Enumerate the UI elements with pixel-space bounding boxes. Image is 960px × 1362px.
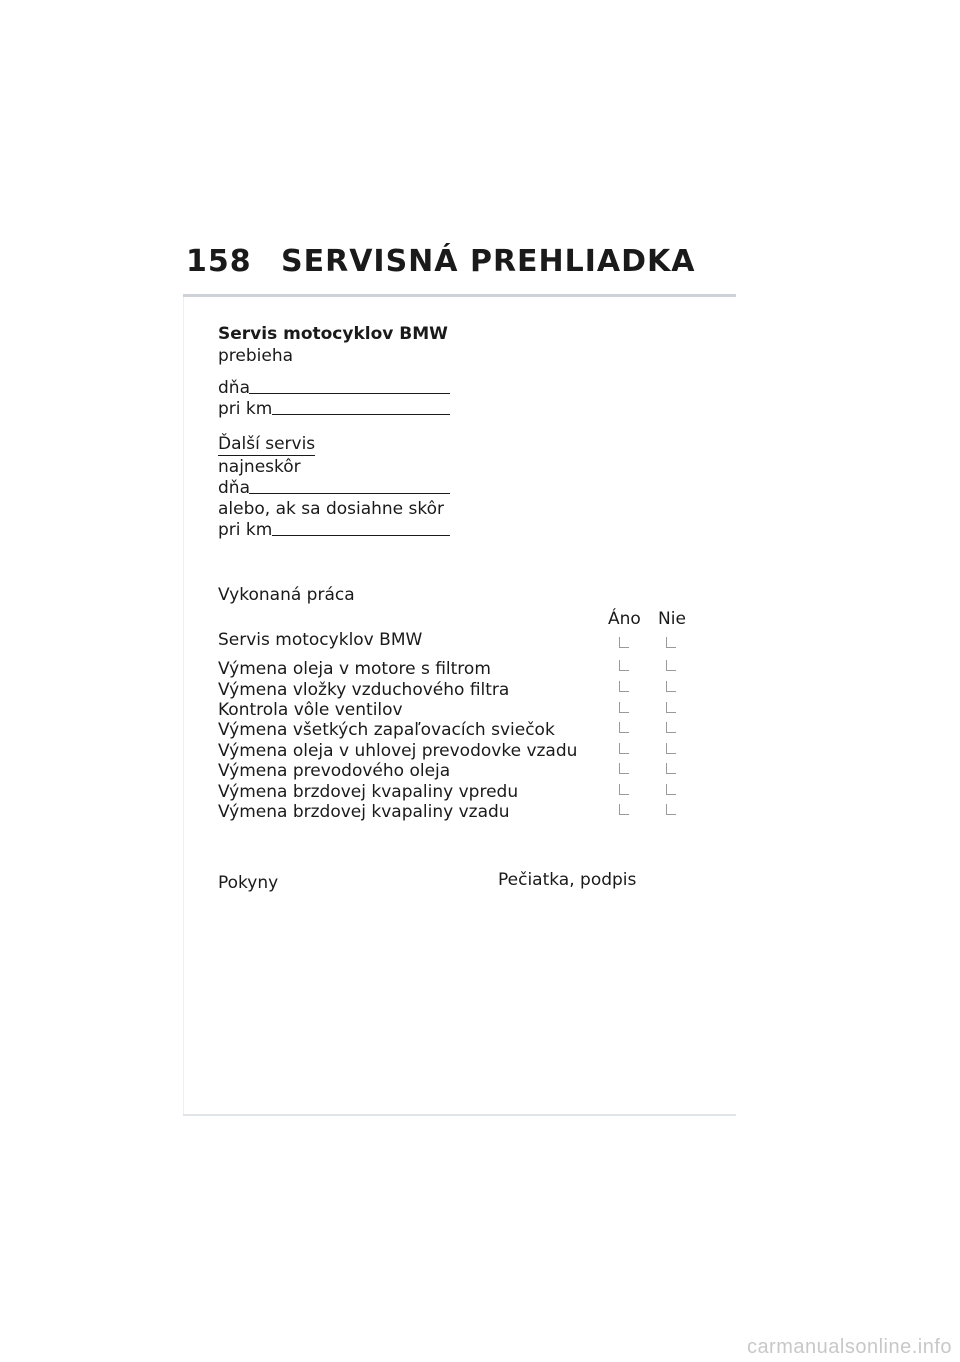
checkbox-yes[interactable] — [619, 804, 629, 815]
checkbox-yes[interactable] — [619, 722, 629, 733]
work-item: Výmena všetkých zapaľovacích sviečok — [218, 720, 555, 740]
work-item: Kontrola vôle ventilov — [218, 700, 403, 720]
page-title: SERVISNÁ PREHLIADKA — [281, 244, 696, 279]
stamp-label: Pečiatka, podpis — [498, 870, 637, 890]
checkbox-no[interactable] — [666, 784, 676, 795]
bottom-rule — [183, 1114, 736, 1116]
checkbox-yes[interactable] — [619, 637, 629, 648]
work-item: Servis motocyklov BMW — [218, 630, 423, 650]
col-no-header: Nie — [658, 609, 686, 629]
checkbox-yes[interactable] — [619, 681, 629, 692]
checkbox-yes[interactable] — [619, 784, 629, 795]
next-service-date-label: dňa — [218, 478, 250, 498]
col-yes-header: Áno — [608, 609, 641, 629]
checkbox-yes[interactable] — [619, 702, 629, 713]
next-service-date-field[interactable] — [249, 493, 450, 494]
checkbox-no[interactable] — [666, 804, 676, 815]
next-service-km-label: pri km — [218, 520, 273, 540]
service-km-label: pri km — [218, 399, 273, 419]
page-margin-line — [183, 297, 184, 1114]
work-item: Výmena oleja v uhlovej prevodovke vzadu — [218, 741, 578, 761]
checkbox-no[interactable] — [666, 660, 676, 671]
checkbox-no[interactable] — [666, 763, 676, 774]
work-heading: Vykonaná práca — [218, 585, 355, 605]
service-date-field[interactable] — [249, 393, 450, 394]
work-item: Výmena oleja v motore s filtrom — [218, 659, 491, 679]
header-rule — [183, 294, 736, 297]
work-item: Výmena prevodového oleja — [218, 761, 451, 781]
checkbox-no[interactable] — [666, 681, 676, 692]
footer-watermark: carmanualsonline.info — [746, 1336, 952, 1358]
notes-label: Pokyny — [218, 873, 279, 893]
service-km-field[interactable] — [272, 414, 450, 415]
checkbox-no[interactable] — [666, 702, 676, 713]
checkbox-yes[interactable] — [619, 660, 629, 671]
next-service-heading: Ďalší servis — [218, 434, 316, 454]
page-number: 158 — [186, 244, 252, 279]
next-service-latest: najneskôr — [218, 457, 301, 477]
checkbox-no[interactable] — [666, 637, 676, 648]
checkbox-yes[interactable] — [619, 763, 629, 774]
service-status: prebieha — [218, 346, 294, 366]
work-item: Výmena brzdovej kvapaliny vzadu — [218, 802, 510, 822]
checkbox-yes[interactable] — [619, 743, 629, 754]
service-date-label: dňa — [218, 378, 250, 398]
service-heading: Servis motocyklov BMW — [218, 324, 448, 344]
work-item: Výmena vložky vzduchového filtra — [218, 680, 510, 700]
checkbox-no[interactable] — [666, 743, 676, 754]
work-item: Výmena brzdovej kvapaliny vpredu — [218, 782, 519, 802]
checkbox-no[interactable] — [666, 722, 676, 733]
next-service-or: alebo, ak sa dosiahne skôr — [218, 499, 445, 519]
next-service-km-field[interactable] — [272, 535, 450, 536]
